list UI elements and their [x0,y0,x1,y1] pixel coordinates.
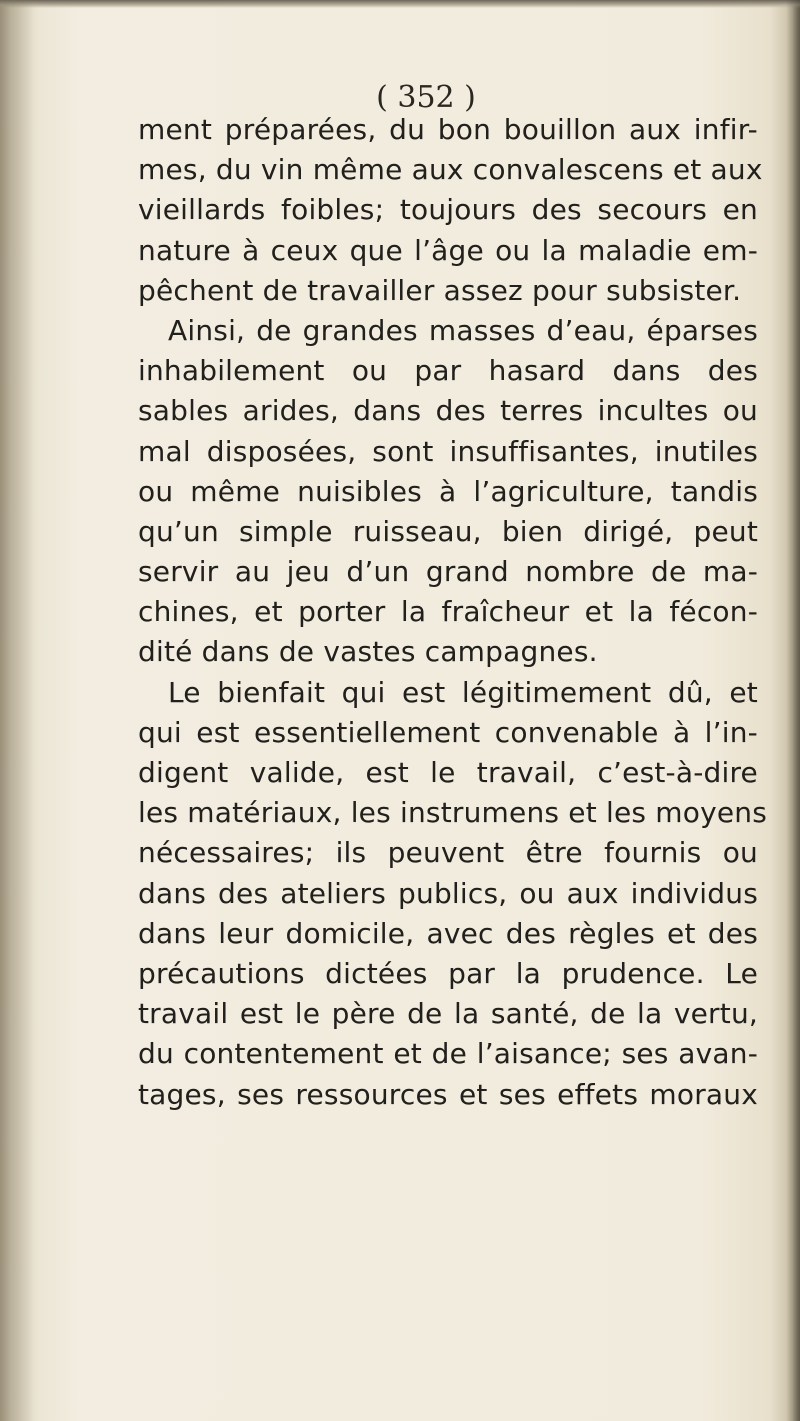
text-line: nécessaires; ils peuvent être fournis ou [138,836,758,870]
text-line: dans leur domicile, avec des règles et des [138,916,758,950]
text-line: ment préparées, du bon bouillon aux infir- [138,113,758,146]
text-line: mes, du vin même aux convalescens et aux [138,153,763,187]
text-line: nature à ceux que l’âge ou la maladie em- [138,233,758,267]
text-line: qui est essentiellement convenable à l’in- [138,715,758,749]
text-line: précautions dictées par la prudence. Le [138,956,758,990]
text-line: mal disposées, sont insuffisantes, inutiles [138,434,758,468]
spine-shadow [0,0,34,1421]
text-line: dans des ateliers publics, ou aux individus [138,876,758,910]
body-text [138,110,768,1115]
page-right-edge [786,0,800,1421]
text-line: ou même nuisibles à l’agriculture, tandis [138,474,758,508]
page-top-edge [0,0,800,8]
text-line: vieillards foibles; toujours des secours en [138,193,758,227]
text-line: Ainsi, de grandes masses d’eau, éparses [168,313,758,347]
text-line: digent valide, est le travail, c’est-à-dire [138,756,758,789]
text-line: tages, ses ressources et ses effets moraux [138,1077,758,1111]
text-line: Le bienfait qui est légitimement dû, et [168,675,758,709]
text-line: les matériaux, les instrumens et les moyens [138,796,768,830]
text-line: inhabilement ou par hasard dans des [138,354,758,388]
text-line: pêchent de travailler assez pour subsister. [138,273,742,307]
text-line: servir au jeu d’un grand nombre de ma- [138,555,758,589]
text-line: travail est le père de la santé, de la vertu, [138,997,758,1031]
text-line: dité dans de vastes campagnes. [138,635,598,669]
page-number: ( 352 ) [376,80,476,115]
text-line: du contentement et de l’aisance; ses avan- [138,1037,758,1071]
text-line: sables arides, dans des terres incultes ou [138,394,758,428]
text-line: chines, et porter la fraîcheur et la fécon- [138,595,758,629]
text-line: qu’un simple ruisseau, bien dirigé, peut [138,514,758,548]
